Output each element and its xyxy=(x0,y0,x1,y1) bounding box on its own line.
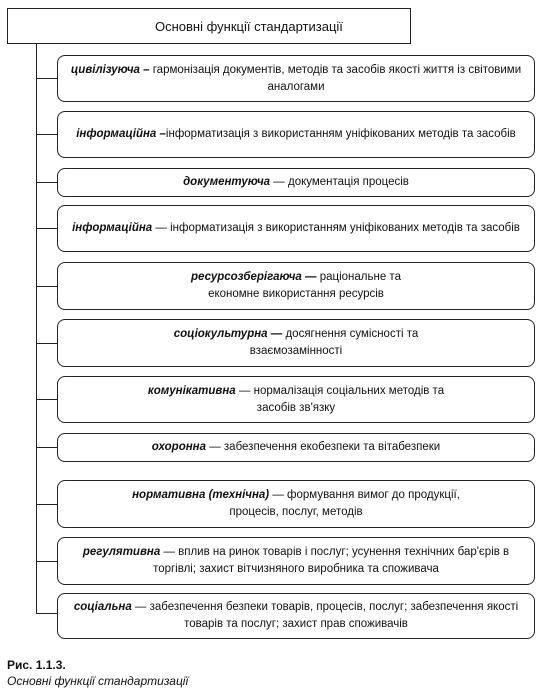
function-text xyxy=(171,326,421,359)
connector-10 xyxy=(36,561,57,562)
figure-caption xyxy=(7,657,188,689)
connector-3 xyxy=(36,182,57,183)
function-box-documenting xyxy=(57,168,535,197)
function-text xyxy=(136,383,456,416)
function-box-communicative xyxy=(57,376,535,423)
function-desc: інформатизація з використанням уніфікованих методів та засобів xyxy=(165,128,516,141)
function-text xyxy=(106,487,486,520)
function-text xyxy=(76,126,516,143)
connector-1 xyxy=(36,78,57,79)
function-term: документуюча xyxy=(183,176,271,189)
function-box-normative xyxy=(57,480,535,528)
function-desc: — вплив на ринок товарів і послуг; усунення технічних бар'єрів в торгівлі; захист вітчизняного виробника та споживача xyxy=(153,546,510,575)
function-desc: — забезпечення безпеки товарів, процесів, послуг; забезпечення якості товарів та послуг; захист прав споживачів xyxy=(131,601,519,630)
function-desc: — нормалізація соціальних методів та засобів зв'язку xyxy=(235,384,445,414)
function-desc: — інформатизація з використанням уніфікованих методів та засобів xyxy=(152,222,520,235)
function-term: нормативна (технічна) xyxy=(132,489,270,502)
spine-connector xyxy=(36,44,37,614)
connector-6 xyxy=(36,343,57,344)
function-box-sociocultural xyxy=(57,319,535,367)
function-desc: гармонізація документів, методів та засобів якості життя із світовими аналогами xyxy=(149,63,522,93)
function-box-civilizing xyxy=(57,55,535,102)
function-desc: досягнення сумісності та взаємозамінності xyxy=(249,328,419,357)
function-term: цивілізуюча – xyxy=(70,63,150,76)
function-text xyxy=(152,439,440,456)
function-box-resource-saving xyxy=(57,262,535,310)
function-text xyxy=(66,599,526,632)
function-text xyxy=(66,62,526,95)
figure-number: Рис. 1.1.3. xyxy=(7,658,66,672)
function-term: соціокультурна — xyxy=(173,328,283,341)
function-box-informational-2 xyxy=(57,205,535,252)
function-desc: — документація процесів xyxy=(270,176,409,189)
diagram-title-box xyxy=(7,8,411,44)
connector-5 xyxy=(36,286,57,287)
function-term: охоронна xyxy=(151,441,207,454)
function-term: комунікативна xyxy=(147,384,236,397)
function-text xyxy=(176,269,416,302)
connector-11 xyxy=(36,613,57,614)
function-box-social xyxy=(57,593,535,639)
function-term: регулятивна xyxy=(82,546,161,559)
function-box-protective xyxy=(57,433,535,462)
function-box-regulatory xyxy=(57,537,535,585)
function-term: соціальна xyxy=(73,601,132,614)
function-box-informational xyxy=(57,111,535,158)
function-term: інформаційна xyxy=(72,222,153,235)
function-text xyxy=(72,220,520,237)
connector-7 xyxy=(36,399,57,400)
function-text xyxy=(183,174,409,191)
function-desc: — забезпечення екобезпеки та вітабезпеки xyxy=(206,441,441,454)
connector-2 xyxy=(36,134,57,135)
connector-9 xyxy=(36,504,57,505)
function-term: інформаційна – xyxy=(76,128,166,141)
function-text xyxy=(66,544,526,577)
figure-subtitle: Основні функції стандартизації xyxy=(7,674,189,689)
function-desc: раціональне та економне використання ресурсів xyxy=(208,271,401,300)
function-term: ресурсозберігаюча — xyxy=(191,271,317,284)
connector-8 xyxy=(36,447,57,448)
connector-4 xyxy=(36,228,57,229)
function-desc: — формування вимог до продукції, процесів, послуг, методів xyxy=(229,489,460,518)
diagram-title: Основні функції стандартизації xyxy=(155,18,343,34)
